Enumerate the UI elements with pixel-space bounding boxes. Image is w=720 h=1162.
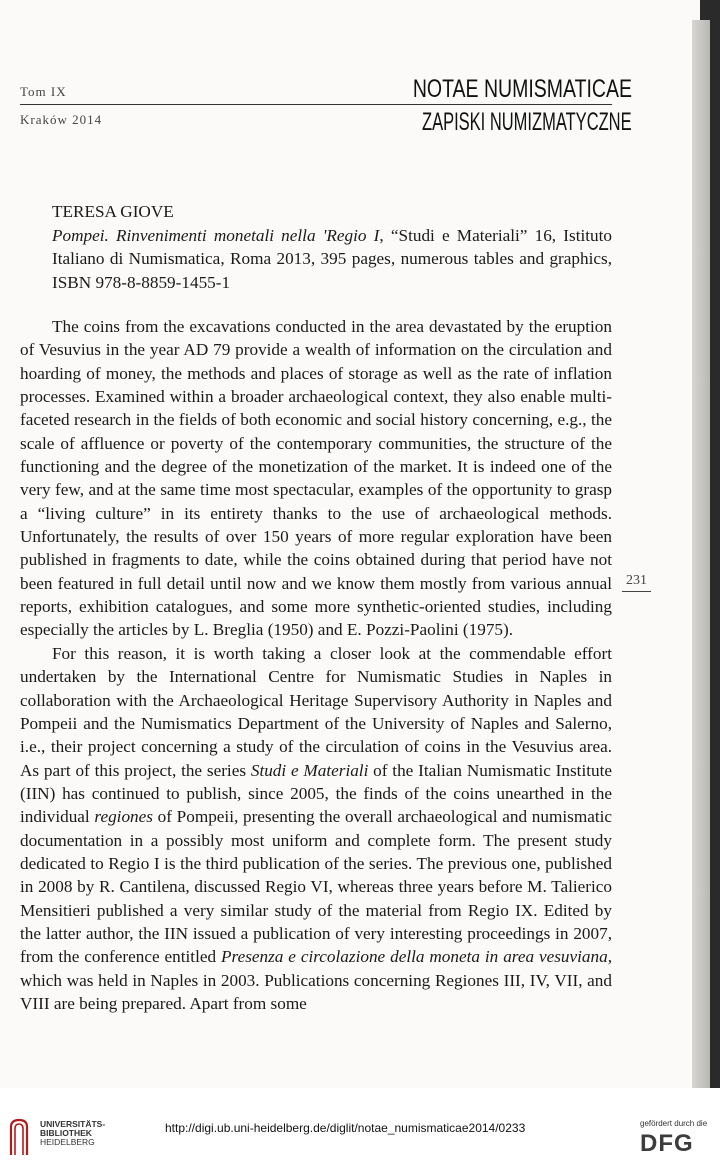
library-name — [40, 1120, 105, 1147]
regiones-term: regiones — [94, 807, 153, 827]
p2-text-c: of Pompeii, presenting the overall archaeological and numismatic documentation in a possibly most uniform and complete form. The present study dedicated to Regio I is the third publication of the series. The previous one, published in 2008 by R. Cantilena, discussed Regio VI, whereas three years before M. Talierico Mensitieri published a very similar study of the material from Regio IX. Edited by the latter author, the IIN issued a publication of very interesting proceedings in 2007, from the conference entitled — [20, 807, 612, 967]
library-line1: UNIVERSITÄTS- — [40, 1119, 106, 1129]
funder-caption: gefördert durch die — [640, 1119, 708, 1128]
dfg-logo: DFG — [640, 1130, 694, 1157]
library-line2: BIBLIOTHEK — [40, 1128, 92, 1138]
reference-citation — [52, 224, 612, 295]
reference-author: TERESA GIOVE — [52, 202, 174, 221]
p2-text-b: of the Italian Numismatic Institute (IIN) has continued to publish, since 2005, the finds of the coins unearthed in the individual — [20, 760, 612, 827]
p2-text-a: For this reason, it is worth taking a closer look at the commendable effort undertaken by the International Centre for Numismatic Studies in Naples in collaboration with the Archaeological Heritage Supervisory Authority in Naples and Pompeii and the Numismatics Department of the University of Naples and Salerno, i.e., their project concerning a study of the circulation of coins in the Vesuvius area. As part of this project, the series — [20, 643, 612, 780]
library-logo-icon — [8, 1117, 30, 1157]
volume-label: Tom IX — [20, 84, 67, 99]
source-url-link[interactable]: http://digi.ub.uni-heidelberg.de/diglit/notae_numismaticae2014/0233 — [165, 1121, 526, 1135]
place-year-label: Kraków 2014 — [20, 112, 103, 127]
review-reference — [52, 200, 612, 294]
reference-title: Pompei. Rinvenimenti monetali nella 'Regio I — [52, 225, 380, 245]
journal-title: NOTAE NUMISMATICAE — [412, 75, 632, 103]
series-title: Studi e Materiali — [250, 760, 369, 780]
paragraph-1: The coins from the excavations conducted in the area devastated by the eruption of Vesuvius in the year AD 79 provide a wealth of information on the circulation and hoarding of money, the methods and places of storage as well as the rate of inflation processes. Examined within a broader archaeological context, they also enable multi-faceted research in the fields of both economic and social history concerning, e.g., the scale of affluence or poverty of the contemporary communities, the structure of the functioning and the degree of the monetization of the market. It is indeed one of the very few, and at the same time most spectacular, examples of the opportunity to grasp a “living culture” in its entirety thanks to the use of archaeological methods. Unfortunately, the results of over 150 years of more regular exploration have been published in fragments to date, while the coins obtained during that period have not been featured in full detail until now and we know them mostly from various annual reports, exhibition catalogues, and some more synthetic-oriented studies, including especially the articles by L. Breglia (1950) and E. Pozzi-Paolini (1975). — [20, 317, 612, 640]
library-line3: HEIDELBERG — [40, 1137, 95, 1147]
paragraph-2 — [20, 642, 612, 1016]
book-spine-edge — [692, 20, 710, 1088]
conference-title: Presenza e circolazione della moneta in area vesuviana — [221, 947, 608, 967]
journal-subtitle: ZAPISKI NUMIZMATYCZNE — [422, 108, 632, 136]
review-body — [20, 315, 612, 1015]
p2-text-d: , which was held in Naples in 2003. Publications concerning Regiones III, IV, VII, and VIII are being prepared. Apart from some — [20, 947, 612, 1013]
reference-details: , “Studi e Materiali” 16, Istituto Italiano di Numismatica, Roma 2013, 395 pages, numerous tables and graphics, ISBN 978-8-8859-1455-1 — [52, 225, 612, 292]
page-number: 231 — [622, 573, 651, 592]
header-rule — [20, 104, 612, 105]
